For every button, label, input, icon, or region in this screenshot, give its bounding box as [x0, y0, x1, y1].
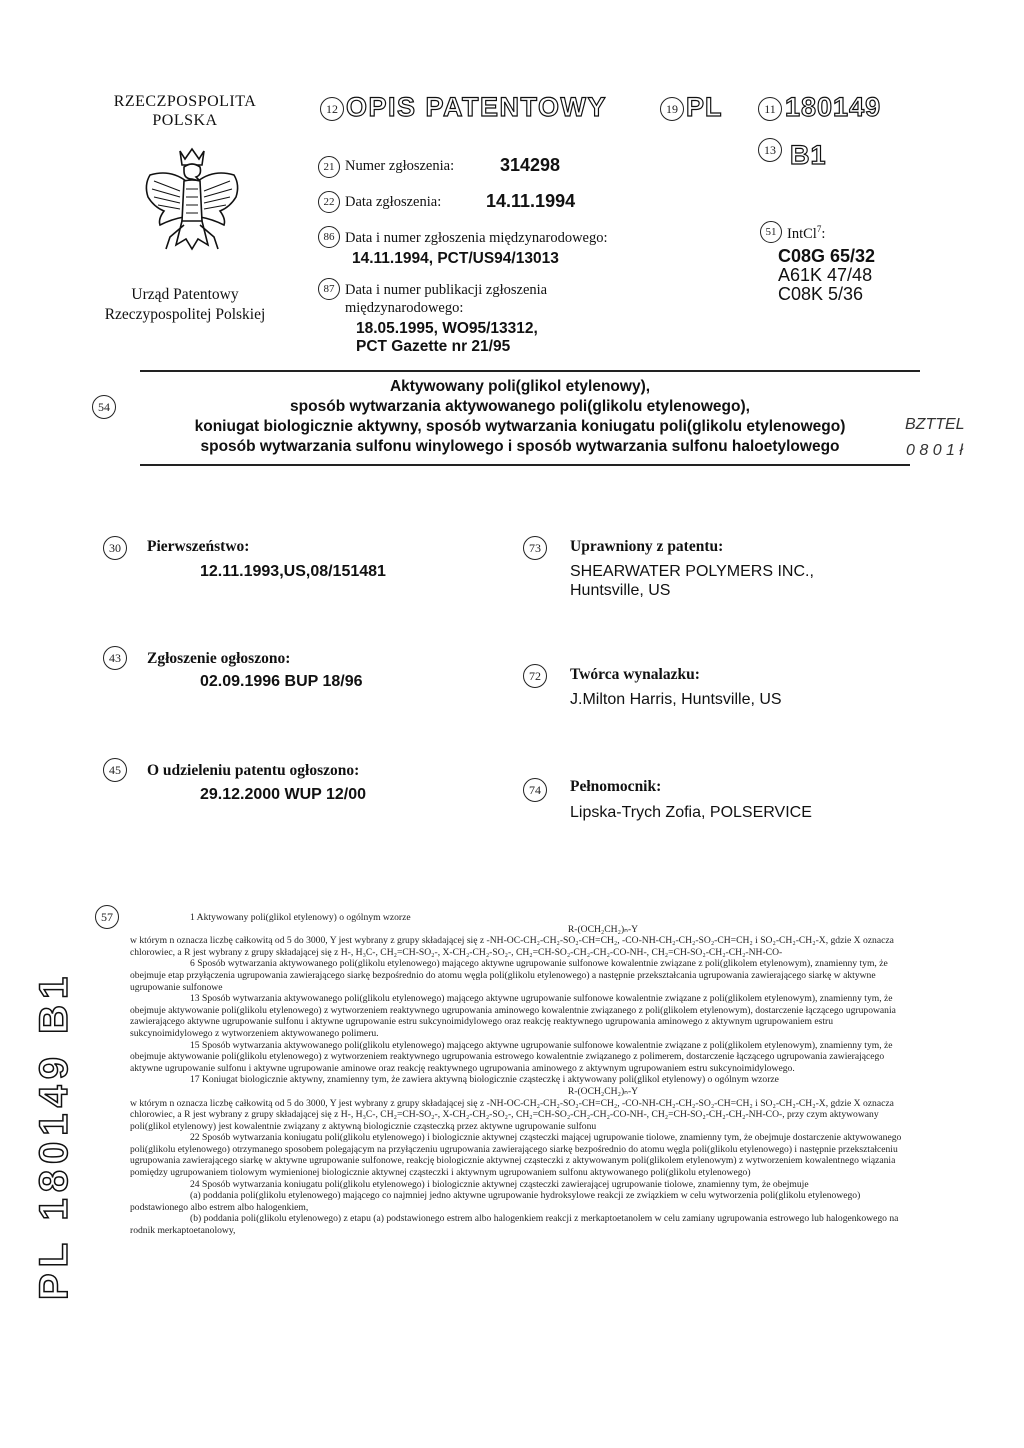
claim-22: 22 Sposób wytwarzania koniugatu poli(glikolu etylenowego) i biologicznie aktywnej cząsteczki mającej ugrupowanie tiolowe, znamienny tym, że obejmuje dostarczenie aktywowanego poli(glikolu etylenowego) otrzymanego sposobem polegającym na przyłączeniu ugrupowania zawierającego siarkę bezpośrednio do atomu węgla poli(glikolu etylenowego) i następnie przekształceniu ugrupowania zawierającego siarkę w aktywne ugrupowanie sulfonowe, reakcję biologicznie aktywnej cząsteczki z aktywowanym poli(glikolem etylenowym) z wytworzeniem kowalentnego wiązania pomiędzy ugrupowaniem tiolowym wymienionej biologicznie aktywnej cząsteczki i aktywnym ugrupowaniem sulfonu aktywowanego poli(glikolu etylenowego) — [130, 1132, 902, 1179]
inid-code-72: 72 — [523, 664, 547, 688]
inid-code-86: 86 — [318, 226, 340, 248]
announced-label: Zgłoszenie ogłoszono: — [147, 650, 291, 667]
attorney-label: Pełnomocnik: — [570, 778, 662, 795]
int-cl-colon: : — [821, 225, 826, 242]
margin-mark-2: 0 8 0 1 ł — [906, 442, 963, 459]
application-date-label: Data zgłoszenia: — [345, 194, 442, 210]
inid-code-13: 13 — [758, 138, 782, 162]
priority-value: 12.11.1993,US,08/151481 — [200, 563, 386, 580]
document-type-title: OPIS PATENTOWY — [346, 92, 608, 122]
patent-number: 180149 — [785, 92, 882, 122]
application-date: 14.11.1994 — [486, 191, 576, 211]
country-name — [90, 92, 280, 130]
claim-17-formula: R-(OCH₂CH₂)ₙ-Y — [567, 1085, 639, 1097]
inid-code-22: 22 — [318, 191, 340, 213]
title-top-rule — [140, 370, 920, 372]
claim-1-formula: R-(OCH₂CH₂)ₙ-Y — [567, 923, 639, 935]
inid-code-43: 43 — [103, 646, 127, 670]
granted-label: O udzieleniu patentu ogłoszono: — [147, 762, 360, 779]
intl-publication-label-1: Data i numer publikacji zgłoszenia — [345, 282, 548, 298]
claim-24-step-b: (b) poddania poli(glikolu etylenowego) z etapu (a) podstawionego estrem albo halogenkiem reakcji z merkaptoetanolem w celu zamiany ugrupowania estrowego lub halogenkowego na rodnik merkaptoetanolowy, — [130, 1213, 899, 1237]
ipc-classes — [778, 247, 875, 304]
inid-code-12: 12 — [320, 97, 344, 121]
ipc-class-1: C08G 65/32 — [778, 246, 876, 266]
eagle-emblem-icon — [140, 145, 245, 265]
intl-application-value: 14.11.1994, PCT/US94/13013 — [352, 250, 559, 267]
intl-application-label: Data i numer zgłoszenia międzynarodowego: — [345, 230, 608, 246]
inid-code-51: 51 — [760, 221, 782, 243]
intl-publication-value-2: PCT Gazette nr 21/95 — [356, 338, 511, 355]
invention-title-line-4: sposób wytwarzania sulfonu winylowego i sposób wytwarzania sulfonu haloetylowego — [200, 438, 840, 455]
office-line-2: Rzeczypospolitej Polskiej — [104, 306, 266, 323]
invention-title-line-1: Aktywowany poli(glikol etylenowy), — [389, 378, 651, 395]
claim-24: 24 Sposób wytwarzania koniugatu poli(glikolu etylenowego) i biologicznie aktywnej cząsteczki zawierającej ugrupowanie tiolowe, znamienny tym, że obejmuje — [190, 1178, 809, 1190]
granted-value: 29.12.2000 WUP 12/00 — [200, 786, 367, 803]
announced-value: 02.09.1996 BUP 18/96 — [200, 673, 363, 690]
application-number-label: Numer zgłoszenia: — [345, 158, 455, 174]
application-number: 314298 — [500, 155, 561, 175]
intl-publication-label — [345, 281, 547, 317]
claim-17: 17 Koniugat biologicznie aktywny, znamienny tym, że zawiera aktywną biologicznie cząsteczkę i aktywowany poli(glikol etylenowy) o ogólnym wzorze — [190, 1074, 779, 1086]
int-cl-edition: 7 — [816, 224, 822, 234]
claim-6: 6 Sposób wytwarzania aktywowanego poli(glikolu etylenowego) mającego aktywne ugrupowanie sulfonowe kowalentnie związane z poli(glikolem etylenowym), znamienny tym, że obejmuje etap przyłączenia ugrupowania zawierającego siarkę bezpośrednio do atomu węgla poli(glikolu etylenowego) a następnie przekształcania ugrupowania zawierającego siarkę w aktywne ugrupowanie sulfonowe — [130, 958, 888, 993]
claim-24-step-a: (a) poddania poli(glikolu etylenowego) mającego co najmniej jedno aktywne ugrupowanie hydroksylowe reakcji ze związkiem w celu wytworzenia poli(glikolu etylenowego) podstawionego albo estrem albo halogenkiem, — [130, 1190, 861, 1213]
ipc-class-3: C08K 5/36 — [778, 284, 864, 304]
patent-office-name — [80, 285, 290, 325]
inid-code-19: 19 — [660, 97, 684, 121]
intl-publication-label-2: międzynarodowego: — [345, 300, 464, 316]
owner-value-2: Huntsville, US — [570, 582, 671, 599]
claim-15: 15 Sposób wytwarzania aktywowanego poli(glikolu etylenowego) mającego aktywne ugrupowanie sulfonowe kowalentnie związane z poli(glikolem etylenowym), znamienny tym, że obejmuje aktywowanie poli(glikolu etylenowego) z wytworzeniem reaktywnego ugrupowania estrowego kowalentnie związanego z polimerem, dostarczenie łączącego ugrupowania zawierającego aktywne ugrupowanie sulfonu i aktywne ugrupowanie aminowe oraz reakcję reaktywnego ugrupowania aminowego z aktywnym ugrupowaniem estru sukcynoimidylowego. — [130, 1039, 893, 1074]
claim-13: 13 Sposób wytwarzania aktywowanego poli(glikolu etylenowego) mającego aktywne ugrupowanie sulfonowe kowalentnie związane z poli(glikolem etylenowym), znamienny tym, że obejmuje aktywowanie poli(glikolu etylenowego) z wytworzeniem reaktywnego ugrupowania aminowego kowalentnie związanego z poli(glikolem etylenowym), dostarczenie łączącego ugrupowania zawierającego aktywne ugrupowanie sulfonu i aktywne ugrupowanie estru sukcynoimidylowego oraz reakcję reaktywnego ugrupowania aminowego z aktywnym ugrupowaniem estru sukcynoimidylowego z wytworzeniem aktywowanego polimeru. — [130, 993, 896, 1039]
inid-code-54: 54 — [92, 395, 116, 419]
inventor-label: Twórca wynalazku: — [570, 666, 700, 683]
intl-publication-value-1: 18.05.1995, WO95/13312, — [356, 320, 538, 337]
priority-label: Pierwszeństwo: — [147, 538, 250, 555]
invention-title-line-3: koniugat biologicznie aktywny, sposób wytwarzania koniugatu poli(glikolu etylenowego) — [194, 418, 846, 435]
attorney-value: Lipska-Trych Zofia, POLSERVICE — [570, 804, 812, 821]
inventor-value: J.Milton Harris, Huntsville, US — [570, 691, 782, 708]
int-cl-label — [787, 224, 825, 243]
ipc-class-2: A61K 47/48 — [778, 265, 873, 285]
office-line-1: Urząd Patentowy — [131, 286, 239, 303]
kind-code: B1 — [790, 140, 827, 170]
vertical-patent-label: PL 180149 B1 — [32, 970, 76, 1300]
claim-1: 1 Aktywowany poli(glikol etylenowy) o ogólnym wzorze — [190, 912, 411, 923]
claims-text — [130, 912, 906, 1237]
margin-mark-1: BZTTEL — [905, 416, 965, 433]
inid-code-74: 74 — [523, 778, 547, 802]
claim-17-definitions: w którym n oznacza liczbę całkowitą od 5 do 3000, Y jest wybrany z grupy składającej się z -NH-OC-CH₂-CH₂-SO₂-CH=CH₂, -CO-NH-CH₂-CH₂-SO₂-CH=CH₂ i SO₂-CH₂-CH₂-X, gdzie X oznacza chlorowiec, a R jest wybrany z grupy składającej się z H-, H₃C-, CH₂=CH-SO₂-, X-CH₂-CH₂-SO₂-, CH₂=CH-SO₂-CH₂-CH₂-CO-NH-, CH₂=CH-SO₂-CH₂-CH₂-NH-CO-, przy czym aktywowany poli(glikol etylenowy) jest kowalentnie związany z aktywną biologicznie cząsteczką przez aktywne ugrupowanie sulfonu — [130, 1097, 894, 1132]
inid-code-87: 87 — [318, 278, 340, 300]
inid-code-73: 73 — [523, 536, 547, 560]
country-line-1: RZECZPOSPOLITA — [113, 93, 257, 110]
int-cl-text: IntCl — [787, 225, 817, 242]
inid-code-45: 45 — [103, 758, 127, 782]
title-bottom-rule — [140, 464, 910, 466]
intl-publication-value — [356, 320, 538, 356]
claim-1-definitions: w którym n oznacza liczbę całkowitą od 5 do 3000, Y jest wybrany z grupy składającej się z -NH-OC-CH₂-CH₂-SO₂-CH=CH₂, -CO-NH-CH₂-CH₂-SO₂-CH=CH₂ i SO₂-CH₂-CH₂-X, gdzie X oznacza chlorowiec, a R jest wybrany z grupy składającej się z H-, H₃C-, CH₂=CH-SO₂-, X-CH₂-CH₂-SO₂-, CH₂=CH-SO₂-CH₂-CH₂-CO-NH-, CH₂=CH-SO₂-CH₂-CH₂-NH-CO- — [130, 935, 894, 958]
inid-code-11: 11 — [758, 97, 782, 121]
country-code: PL — [686, 92, 723, 122]
country-line-2: POLSKA — [152, 112, 218, 129]
inid-code-30: 30 — [103, 536, 127, 560]
owner-value — [570, 562, 814, 600]
owner-label: Uprawniony z patentu: — [570, 538, 724, 555]
inid-code-21: 21 — [318, 156, 340, 178]
inid-code-57: 57 — [95, 905, 119, 929]
invention-title-line-2: sposób wytwarzania aktywowanego poli(glikolu etylenowego), — [290, 398, 750, 415]
owner-value-1: SHEARWATER POLYMERS INC., — [570, 563, 814, 580]
